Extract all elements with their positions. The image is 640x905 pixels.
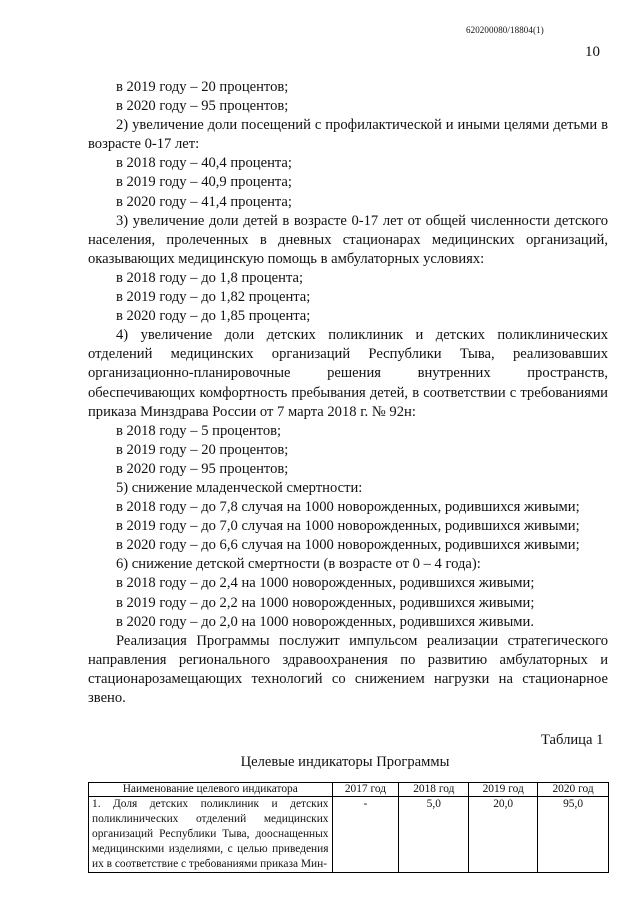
list-item: в 2020 году – 95 процентов;	[116, 98, 289, 115]
value-cell-2018: 5,0	[399, 797, 469, 873]
indicators-table	[88, 782, 609, 873]
list-item: в 2019 году – 40,9 процента;	[116, 174, 292, 191]
list-item: 5) снижение младенческой смертности:	[116, 479, 363, 496]
paragraph: 4) увеличение доли детских поликлиник и детских поликлинических отделений медицинских организаций Республики Тыва, реализовавших организационно-планировочные решения внутренних пространств, обеспечивающих комфортность пребывания детей, в соответствии с требованиями приказа Минздрава России от 7 марта 2018 г. № 92н:	[88, 327, 608, 420]
list-item: в 2018 году – 40,4 процента;	[116, 155, 292, 172]
table-header-row	[89, 783, 609, 797]
list-item: 6) снижение детской смертности (в возрасте от 0 – 4 года):	[116, 556, 481, 573]
column-header: Наименование целевого индикатора	[89, 783, 333, 797]
column-header: 2017 год	[332, 783, 399, 797]
list-item: в 2019 году – до 2,2 на 1000 новорожденных, родившихся живыми;	[116, 594, 535, 611]
column-header: 2019 год	[469, 783, 538, 797]
page-number: 10	[585, 44, 600, 60]
list-item: в 2020 году – 41,4 процента;	[116, 193, 292, 210]
list-item: в 2018 году – до 7,8 случая на 1000 новорожденных, родившихся живыми;	[116, 499, 580, 516]
table-row	[89, 797, 609, 873]
table-title: Целевые индикаторы Программы	[240, 754, 450, 770]
list-item: в 2019 году – до 7,0 случая на 1000 новорожденных, родившихся живыми;	[116, 518, 580, 535]
list-item: в 2018 году – 5 процентов;	[116, 422, 282, 439]
document-body	[88, 78, 608, 708]
list-item: в 2019 году – 20 процентов;	[116, 441, 289, 458]
column-header: 2020 год	[538, 783, 609, 797]
value-cell-2019: 20,0	[469, 797, 538, 873]
list-item: в 2018 году – до 2,4 на 1000 новорожденных, родившихся живыми;	[116, 575, 535, 592]
list-item: в 2020 году – 95 процентов;	[116, 460, 289, 477]
list-item: в 2019 году – 20 процентов;	[116, 79, 289, 95]
list-item: в 2020 году – до 2,0 на 1000 новорожденных, родившихся живыми.	[116, 613, 534, 630]
column-header: 2018 год	[399, 783, 469, 797]
value-cell-2017: -	[332, 797, 399, 873]
paragraph: Реализация Программы послужит импульсом реализации стратегического направления регионального здравоохранения по развитию амбулаторных и стационарозамещающих технологий со снижением нагрузки на стационарное звено.	[88, 632, 608, 706]
paragraph: 3) увеличение доли детей в возрасте 0-17 лет от общей численности детского населения, пролеченных в дневных стационарах медицинских организаций, оказывающих медицинскую помощь в амбулаторных условиях:	[88, 212, 608, 267]
paragraph: 2) увеличение доли посещений с профилактической и иными целями детьми в возрасте 0-17 лет:	[88, 117, 608, 153]
indicator-name-cell: 1. Доля детских поликлиник и детских поликлинических отделений медицинских организаций Республики Тыва, дооснащенных медицинскими изделиями, с целью приведения их в соответствие с требованиями приказа Мин-	[89, 797, 333, 873]
value-cell-2020: 95,0	[538, 797, 609, 873]
list-item: в 2019 году – до 1,82 процента;	[116, 289, 311, 306]
list-item: в 2020 году – до 1,85 процента;	[116, 308, 311, 325]
document-code: 620200080/18804(1)	[466, 25, 544, 35]
list-item: в 2020 году – до 6,6 случая на 1000 новорожденных, родившихся живыми;	[116, 537, 580, 554]
table-label: Таблица 1	[541, 732, 604, 748]
list-item: в 2018 году – до 1,8 процента;	[116, 269, 304, 286]
